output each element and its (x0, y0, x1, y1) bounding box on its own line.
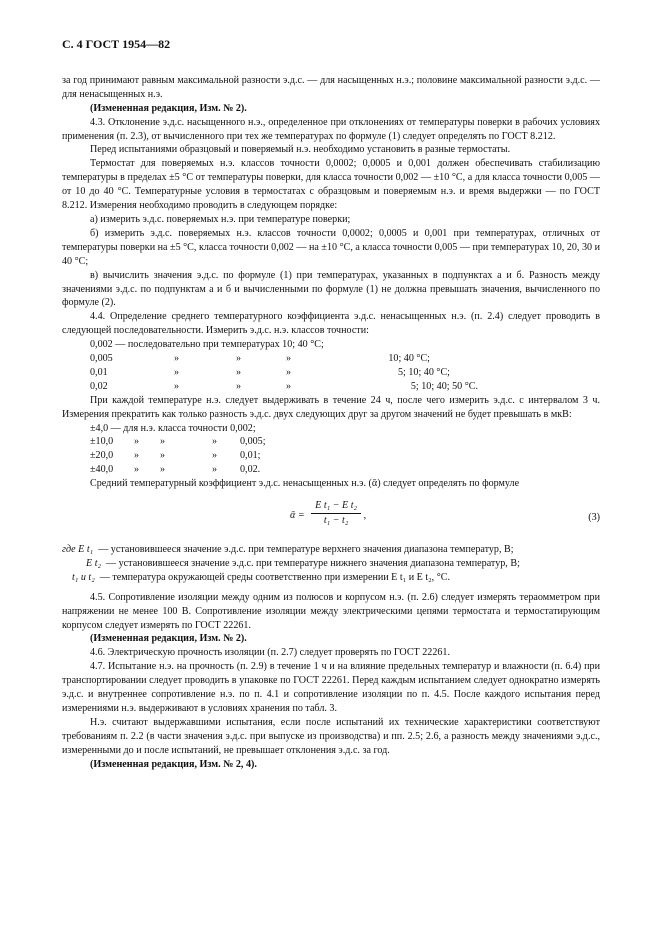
table-cell: » (174, 366, 180, 378)
list-item-b: б) измерить э.д.с. поверяемых н.э. классов точности 0,0002; 0,0005 и 0,001 при температурах, отличных от температуры поверки на ±5 °С, класса точности 0,002 — на ±10 °С, а класса точности 0,005 — при температурах 10, 20, 30 и 40 °С; (62, 227, 600, 267)
formula-numerator: E t₁ − E t₂ (311, 499, 361, 514)
table-cell: 5; 10; 40 °С; (398, 366, 450, 378)
table-cell: » (212, 450, 218, 462)
table-cell: ±4,0 — для н.э. класса точности 0,002; (90, 422, 256, 434)
table-cell: 0,02. (240, 464, 261, 476)
formula-fraction (311, 499, 361, 528)
paragraph-4-6: 4.6. Электрическую прочность изоляции (п. 2.7) следует проверять по ГОСТ 22261. (90, 647, 451, 659)
table-row (90, 352, 600, 366)
table-cell: » (286, 353, 292, 365)
table-cell: » (134, 436, 140, 448)
formula-denominator: t₁ − t₂ (323, 514, 349, 526)
edition-note: (Измененная редакция, Изм. № 2). (90, 102, 247, 114)
table-cell: » (286, 380, 292, 392)
temperature-table (90, 338, 600, 394)
table-cell: » (212, 464, 218, 476)
paragraph-4-4: 4.4. Определение среднего температурного коэффициента э.д.с. ненасыщенных н.э. (п. 2.4) следует проводить в следующей последовательности. Измерить э.д.с. н.э. классов точности: (62, 311, 600, 337)
paragraph: Средний температурный коэффициент э.д.с. ненасыщенных н.э. (ᾱ) следует определять по формуле (90, 478, 520, 490)
where-line (62, 557, 600, 571)
table-cell: » (236, 353, 242, 365)
page-header: С. 4 ГОСТ 1954—82 (62, 37, 171, 51)
paragraph-4-7: 4.7. Испытание н.э. на прочность (п. 2.9) в течение 1 ч и на влияние предельных температур и влажности (п. 6.4) при транспортировании следует проводить в упаковке по ГОСТ 22261. Перед каждым испытанием следует однократно измерять э.д.с. и внутреннее сопротивление н.э. по п. 4.1 и сопротивление изоляции по п. 4.5. После каждого испытания перед измерениями н.э. выдерживают в условиях хранения по табл. 3. (62, 661, 600, 714)
table-cell: » (160, 464, 166, 476)
where-symbol: E t₂ (86, 557, 102, 569)
table-cell: ±40,0 (90, 464, 114, 476)
formula-expression (290, 499, 366, 528)
table-cell: 0,01 (90, 366, 108, 378)
table-cell: 10; 40 °С; (388, 353, 430, 365)
table-row (90, 338, 600, 352)
table-cell: 5; 10; 40; 50 °С. (410, 380, 478, 392)
edition-note: (Измененная редакция, Изм. № 2). (90, 633, 247, 645)
table-cell: » (236, 380, 242, 392)
where-line (62, 571, 600, 585)
table-cell: » (134, 450, 140, 462)
table-cell: ±20,0 (90, 450, 114, 462)
list-item-a: а) измерить э.д.с. поверяемых н.э. при температуре поверки; (90, 213, 351, 225)
formula-comma: , (363, 509, 367, 521)
table-cell: 0,005; (240, 436, 266, 448)
table-row (90, 366, 600, 380)
table-cell: » (236, 366, 242, 378)
table-cell: » (212, 436, 218, 448)
formula-lhs: ᾱ = (290, 509, 305, 521)
table-cell: » (160, 436, 166, 448)
where-text: — установившееся значение э.д.с. при температуре верхнего значения диапазона температур, В; (98, 543, 514, 555)
table-cell: » (134, 464, 140, 476)
table-cell: 0,02 (90, 380, 108, 392)
formula-3 (62, 493, 600, 541)
paragraph: При каждой температуре н.э. следует выдерживать в течение 24 ч, после чего измерить э.д.с. с интервалом 3 ч. Измерения прекратить как только разность э.д.с. двух следующих друг за другом значений не будет превышать в мкВ: (62, 394, 600, 420)
where-symbol: t₁ и t₂ (72, 571, 95, 583)
table-cell: » (160, 450, 166, 462)
table-cell: 0,01; (240, 450, 261, 462)
paragraph: Термостат для поверяемых н.э. классов точности 0,0002; 0,0005 и 0,001 должен обеспечивать стабилизацию температуры в пределах ±5 °С от температуры поверки, для класса точности 0,002 — ±10 °С, а для класса точности 0,005 — от 10 до 40 °С. Температурные условия в термостатах с образцовым и поверяемым н.э. и время выдержки — по ГОСТ 8.212. Измерения необходимо проводить в следующем порядке: (62, 158, 600, 212)
table-row (90, 435, 600, 449)
paragraph: Перед испытаниями образцовый и поверяемый н.э. необходимо установить в разные термостаты. (90, 144, 511, 156)
table-cell: » (174, 353, 180, 365)
where-symbol: где E t₁ (62, 543, 94, 555)
edition-note: (Измененная редакция, Изм. № 2, 4). (90, 758, 257, 770)
paragraph: Н.э. считают выдержавшими испытания, если после испытаний их технические характеристики соответствуют требованиям п. 2.2 (в части значения э.д.с. при выпуске из производства) и пп. 2.5; 2.6, а разность между значениями э.д.с., измеренными до и после испытаний, не превышает отклонения э.д.с. за год. (62, 716, 600, 756)
where-text: — установившееся значение э.д.с. при температуре нижнего значения диапазона температур, В; (106, 557, 520, 569)
paragraph-4-3: 4.3. Отклонение э.д.с. насыщенного н.э., определенное при отклонениях от температуры поверки в рабочих условиях применения (п. 2.3), от вычисленного при тех же температурах по формуле (1) следует определять по ГОСТ 8.212. (62, 116, 600, 142)
where-line (62, 543, 600, 557)
formula-number: (3) (588, 511, 600, 523)
paragraph: за год принимают равным максимальной разности э.д.с. — для насыщенных н.э.; половине максимальной разности э.д.с. — для ненасыщенных н.э. (62, 74, 600, 100)
table-row (90, 449, 600, 463)
table-row (90, 422, 600, 436)
microvolt-table (90, 422, 600, 478)
table-cell: » (286, 366, 292, 378)
table-row (90, 463, 600, 477)
list-item-v: в) вычислить значения э.д.с. по формуле (1) при температурах, указанных в подпунктах а и б. Разность между значениями э.д.с. по подпунктам а и б и вычисленными по формуле (1) не должна превышать значения, вычисленного по формуле (2). (62, 269, 600, 309)
table-cell: 0,002 — последовательно при температурах 10; 40 °С; (90, 339, 324, 351)
document-page (62, 38, 600, 771)
table-row (90, 380, 600, 394)
paragraph-4-5: 4.5. Сопротивление изоляции между одним из полюсов и корпусом н.э. (п. 2.6) следует измерять тераомметром при напряжении не менее 100 В. Сопротивление изоляции между электрическими цепями термостата и термостатирующим корпусом следует измерять по ГОСТ 22261. (62, 591, 600, 631)
table-cell: » (174, 380, 180, 392)
table-cell: 0,005 (90, 353, 113, 365)
table-cell: ±10,0 (90, 436, 114, 448)
where-text: — температура окружающей среды соответственно при измерении E t₁ и E t₂, °С. (99, 571, 450, 583)
